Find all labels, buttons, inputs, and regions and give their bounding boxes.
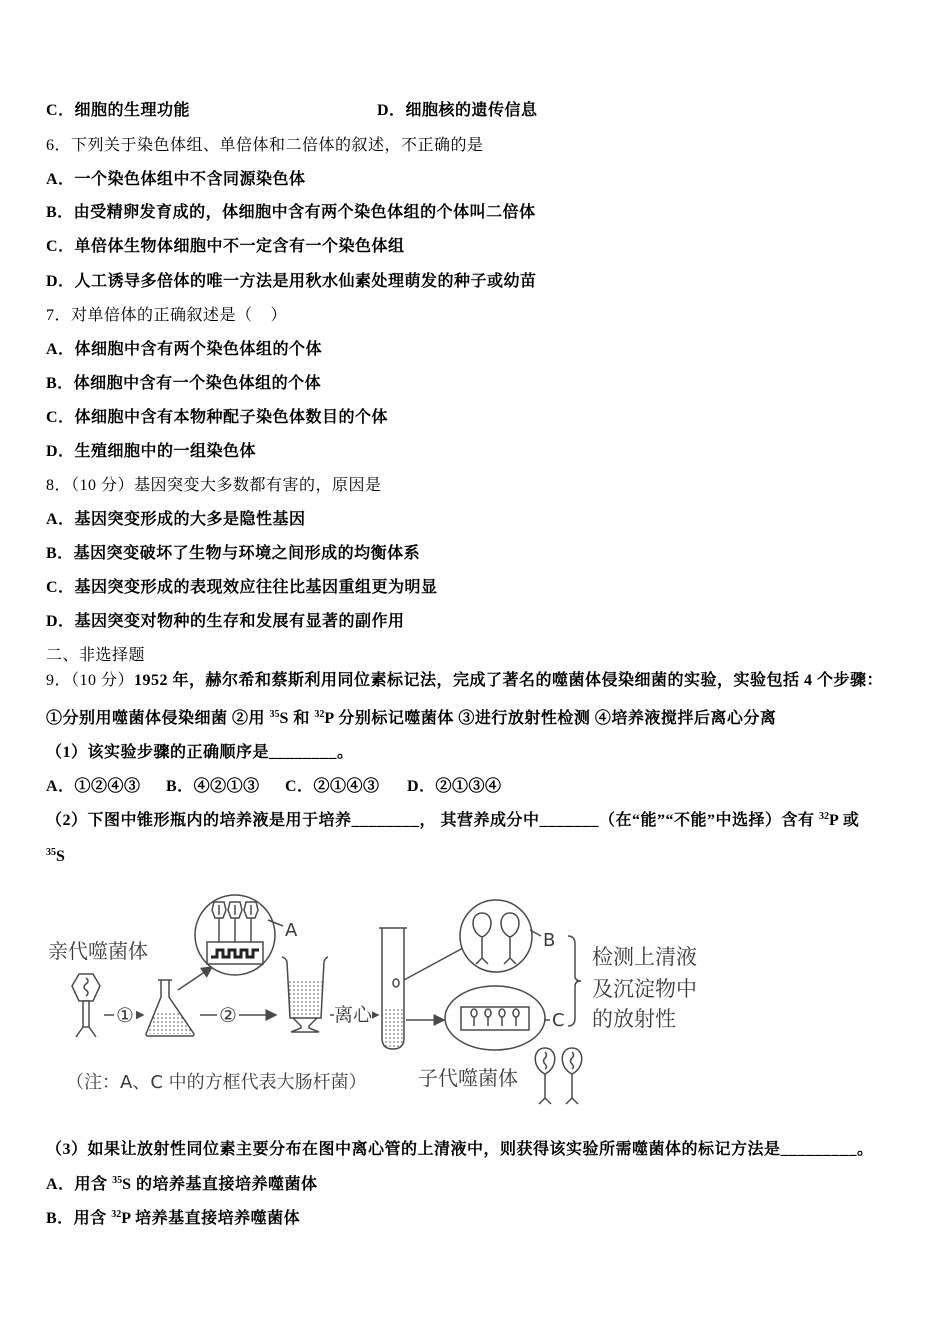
q9-part2-sup-b: 35: [46, 847, 56, 858]
q5-option-d: D．细胞核的遗传信息: [377, 102, 538, 119]
q9-part1-option-a: A．①②④③: [46, 778, 141, 795]
offspring-phage-2-head: [562, 1048, 582, 1074]
label-c: C: [552, 1010, 565, 1031]
q7-option-a: A．体细胞中含有两个染色体组的个体: [46, 341, 323, 358]
q8-stem: 8．（10 分）基因突变大多数都有害的，原因是: [46, 477, 382, 494]
phage-c1-head: [471, 1009, 477, 1017]
parent-phage-tail: [83, 1001, 89, 1027]
offspring-phage-icons: [535, 1048, 582, 1104]
label-a: A: [285, 920, 298, 941]
q7-stem: 7．对单倍体的正确叙述是（ ）: [46, 307, 288, 324]
q9-part1-question: （1）该实验步骤的正确顺序是________。: [46, 744, 354, 761]
q8-option-a: A．基因突变形成的大多是隐性基因: [46, 511, 306, 528]
q9-steps-part-c: P 分别标记噬菌体 ③进行放射性检测 ④培养液搅拌后离心分离: [324, 710, 777, 727]
figure-note: （注：A、C 中的方框代表大肠杆菌）: [66, 1072, 367, 1093]
tube-supernatant-particle: [393, 979, 399, 987]
parent-phage-icon: [72, 974, 100, 1037]
q9-part3-option-a-sup: 35: [112, 1175, 123, 1186]
detection-bracket: [568, 936, 581, 1026]
q9-part2-question: [46, 811, 859, 833]
q9-stem: [46, 671, 883, 691]
phage-c4-head: [513, 1009, 519, 1017]
beaker-stand: [291, 1018, 319, 1032]
offspring-phage-1-tail: [539, 1074, 551, 1104]
flask-to-a-arrow: [178, 967, 212, 990]
q9-part3-option-b-sup: 32: [111, 1209, 122, 1220]
q6-option-b: B．由受精卵发育成的，体细胞中含有两个染色体组的个体叫二倍体: [46, 204, 536, 221]
q8-option-b: B．基因突变破坏了生物与环境之间形成的均衡体系: [46, 545, 421, 562]
q7-option-c: C．体细胞中含有本物种配子染色体数目的个体: [46, 409, 389, 426]
q9-part3-option-a-text-a: A．用含: [46, 1176, 113, 1193]
q9-part3-question: （3）如果让放射性同位素主要分布在图中离心管的上清液中，则获得该实验所需噬菌体的标记方法是_________。: [46, 1141, 874, 1158]
centrifuge-label: 离心: [333, 1004, 373, 1026]
q9-part1-option-d: D．②①③④: [407, 778, 502, 795]
parent-phage-label: 亲代噬菌体: [48, 939, 148, 963]
offspring-phage-2-tail: [566, 1074, 578, 1104]
detect-line-2: 及沉淀物中: [592, 977, 697, 1001]
offspring-phage-label: 子代噬菌体: [418, 1066, 518, 1090]
phage-experiment-figure: [0, 880, 950, 1115]
q9-steps-sup-a: 35: [269, 709, 280, 720]
q6-option-a: A．一个染色体组中不含同源染色体: [46, 171, 306, 188]
beaker-culture: [288, 980, 323, 1018]
phage-c2-head: [485, 1009, 491, 1017]
bacterium-dna-a: [211, 950, 259, 957]
q5-options-row: [46, 101, 538, 121]
step1-label: ①: [116, 1003, 134, 1027]
q9-part3-option-b-text-b: P 培养基直接培养噬菌体: [121, 1210, 301, 1227]
q7-option-d: D．生殖细胞中的一组染色体: [46, 443, 257, 460]
q9-part2-text-b: P 或: [829, 812, 860, 829]
q6-stem: 6．下列关于染色体组、单倍体和二倍体的叙述，不正确的是: [46, 137, 484, 154]
q6-option-d: D．人工诱导多倍体的唯一方法是用秋水仙素处理萌发的种子或幼苗: [46, 273, 537, 290]
q9-number: 9．（10 分）: [46, 672, 135, 689]
q9-part2-text-c: S: [56, 848, 66, 865]
q9-part2-sup-a: 32: [819, 811, 830, 822]
q6-option-c: C．单倍体生物体细胞中不一定含有一个染色体组: [46, 238, 405, 255]
tube-to-b-line: [404, 948, 463, 980]
q9-part2-text-a: （2）下图中锥形瓶内的培养液是用于培养________， 其营养成分中_______（在“能”“不能”中选择）含有: [46, 812, 820, 829]
q9-part3-option-b-text-a: B．用含: [46, 1210, 112, 1227]
step2-label: ②: [219, 1003, 237, 1027]
detect-line-1: 检测上清液: [592, 945, 697, 969]
q7-option-b: B．体细胞中含有一个染色体组的个体: [46, 375, 322, 392]
q5-option-c: C．细胞的生理功能: [46, 102, 191, 119]
q9-part2-continuation: [46, 847, 65, 869]
q9-intro: 1952 年，赫尔希和蔡斯利用同位素标记法，完成了著名的噬菌体侵染细菌的实验，实验包括 4 个步骤：: [134, 672, 884, 689]
magnified-view-b: [460, 900, 532, 972]
q9-steps: [46, 709, 776, 731]
section-title: 二、非选择题: [46, 647, 146, 664]
q8-option-d: D．基因突变对物种的生存和发展有显著的副作用: [46, 613, 405, 630]
tube-sediment: [382, 1008, 404, 1049]
q9-steps-sup-b: 32: [314, 709, 325, 720]
q9-steps-part-b: S 和: [279, 710, 315, 727]
q9-part3-option-a: [46, 1175, 317, 1197]
label-b: B: [543, 930, 556, 951]
q9-part1-option-b: B．④②①③: [166, 778, 260, 795]
phage-c3-head: [499, 1009, 505, 1017]
q9-part3-option-a-text-b: S 的培养基直接培养噬菌体: [122, 1176, 318, 1193]
detect-line-3: 的放射性: [592, 1007, 676, 1031]
q9-steps-part-a: ①分别用噬菌体侵染细菌 ②用: [46, 710, 270, 727]
offspring-phage-1-head: [535, 1048, 555, 1074]
q8-option-c: C．基因突变形成的表现效应往往比基因重组更为明显: [46, 579, 438, 596]
q9-part3-option-b: [46, 1209, 300, 1231]
labeled-phages-a: [212, 902, 258, 942]
parent-phage-fibers: [76, 1027, 96, 1037]
q9-part1-option-c: C．②①④③: [285, 778, 380, 795]
